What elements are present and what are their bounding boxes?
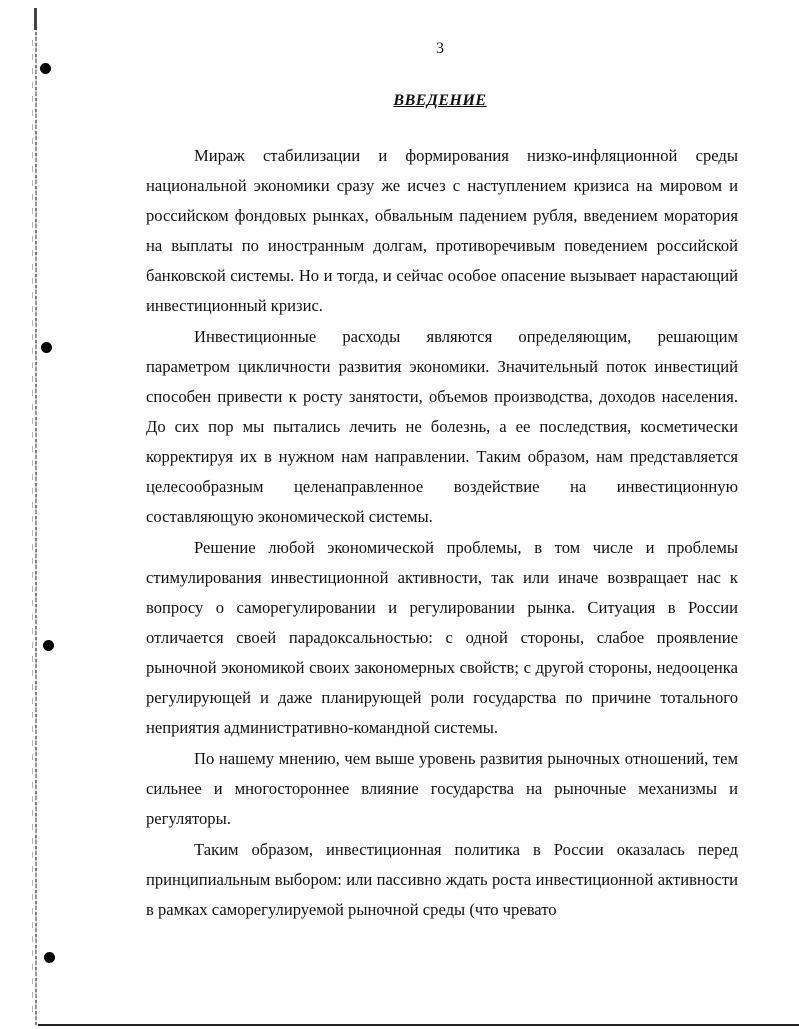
paragraph: По нашему мнению, чем выше уровень развития рыночных отношений, тем сильнее и многостороннее влияние государства на рыночные механизмы и регуляторы. (146, 749, 738, 828)
scan-edge-line (35, 10, 37, 1025)
paragraph: Инвестиционные расходы являются определяющим, решающим параметром цикличности развития экономики. Значительный поток инвестиций способен привести к росту занятости, объемов производства, доходов населения. До сих пор мы пытались лечить не болезнь, а ее последствия, косметически корректируя их в нужном нам направлении. Таким образом, нам представляется целесообразным целенаправленное воздействие на инвестиционную составляющую экономической системы. (146, 327, 738, 526)
scan-bottom-edge (38, 1024, 799, 1026)
punch-hole-icon (43, 640, 54, 651)
scan-top-mark (34, 8, 37, 30)
page-number: 3 (436, 40, 444, 57)
section-heading: ВВЕДЕНИЕ (393, 92, 487, 109)
scan-margin-artifact (30, 0, 44, 1029)
paragraph: Таким образом, инвестиционная политика в России оказалась перед принципиальным выбором: или пассивно ждать роста инвестиционной активности в рамках саморегулируемой рыночной среды (что чревато (146, 840, 738, 919)
body-text (146, 141, 738, 926)
paragraph: Решение любой экономической проблемы, в том числе и проблемы стимулирования инвестиционной активности, так или иначе возвращает нас к вопросу о саморегулировании и регулировании рынка. Ситуация в России отличается своей парадоксальностью: с одной стороны, слабое проявление рыночной экономикой своих закономерных свойств; с другой стороны, недооценка регулирующей и даже планирующей роли государства по причине тотального неприятия административно-командной системы. (146, 538, 738, 737)
punch-hole-icon (44, 952, 55, 963)
punch-hole-icon (40, 63, 51, 74)
punch-hole-icon (41, 342, 52, 353)
scan-edge-line-secondary (32, 40, 33, 1020)
paragraph: Мираж стабилизации и формирования низко-инфляционной среды национальной экономики сразу же исчез с наступлением кризиса на мировом и российском фондовых рынках, обвальным падением рубля, введением моратория на выплаты по иностранным долгам, противоречивым поведением российской банковской системы. Но и тогда, и сейчас особое опасение вызывает нарастающий инвестиционный кризис. (146, 146, 738, 315)
